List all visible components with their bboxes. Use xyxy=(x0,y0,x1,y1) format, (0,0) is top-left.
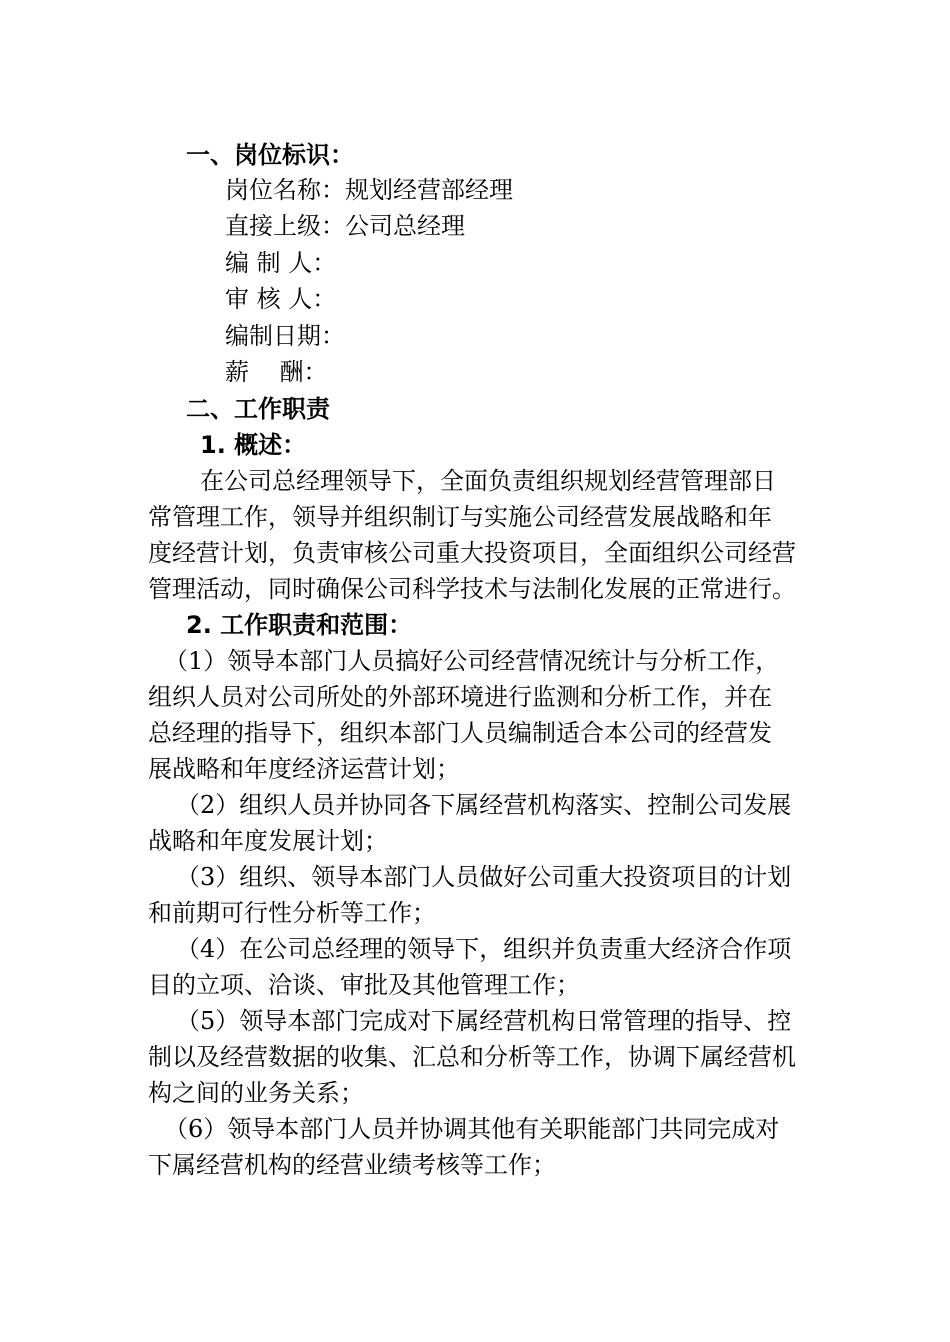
duty-item-2-line: 战略和年度发展计划； xyxy=(148,827,388,855)
field-compiler: 编 制 人： xyxy=(225,249,337,277)
overview-line: 管理活动，同时确保公司科学技术与法制化发展的正常进行。 xyxy=(148,575,796,603)
duty-item-3-line: （3）组织、领导本部门人员做好公司重大投资项目的计划 xyxy=(176,863,792,891)
overview-line: 度经营计划，负责审核公司重大投资项目，全面组织公司经营 xyxy=(148,539,796,567)
duty-item-2-line: （2）组织人员并协同各下属经营机构落实、控制公司发展 xyxy=(176,791,792,819)
duty-item-6-line: 下属经营机构的经营业绩考核等工作； xyxy=(148,1151,556,1179)
overview-heading: 1. 概述： xyxy=(200,431,307,459)
duty-item-1-line: 组织人员对公司所处的外部环境进行监测和分析工作，并在 xyxy=(148,683,772,711)
overview-line: 常管理工作，领导并组织制订与实施公司经营发展战略和年 xyxy=(148,503,772,531)
field-reviewer: 审 核 人： xyxy=(225,285,337,313)
overview-line: 在公司总经理领导下，全面负责组织规划经营管理部日 xyxy=(200,467,776,495)
duty-item-4-line: 目的立项、洽谈、审批及其他管理工作； xyxy=(148,971,580,999)
duty-item-1-line: 展战略和年度经济运营计划； xyxy=(148,755,460,783)
section-1-title: 一、岗位标识： xyxy=(186,141,354,169)
field-position-name: 岗位名称：规划经营部经理 xyxy=(225,176,513,204)
field-direct-superior: 直接上级：公司总经理 xyxy=(225,212,465,240)
scope-heading: 2. 工作职责和范围： xyxy=(186,611,413,639)
section-2-title: 二、工作职责 xyxy=(186,395,330,423)
duty-item-3-line: 和前期可行性分析等工作； xyxy=(148,899,436,927)
duty-item-6-line: （6）领导本部门人员并协调其他有关职能部门共同完成对 xyxy=(164,1115,780,1143)
field-salary: 薪 酬： xyxy=(225,358,328,386)
field-compile-date: 编制日期： xyxy=(225,322,345,350)
duty-item-1-line: 总经理的指导下，组织本部门人员编制适合本公司的经营发 xyxy=(148,719,772,747)
duty-item-5-line: 制以及经营数据的收集、汇总和分析等工作，协调下属经营机 xyxy=(148,1043,796,1071)
duty-item-5-line: 构之间的业务关系； xyxy=(148,1079,364,1107)
duty-item-5-line: （5）领导本部门完成对下属经营机构日常管理的指导、控 xyxy=(176,1007,792,1035)
duty-item-1-line: （1）领导本部门人员搞好公司经营情况统计与分析工作， xyxy=(164,647,780,675)
duty-item-4-line: （4）在公司总经理的领导下，组织并负责重大经济合作项 xyxy=(176,935,792,963)
